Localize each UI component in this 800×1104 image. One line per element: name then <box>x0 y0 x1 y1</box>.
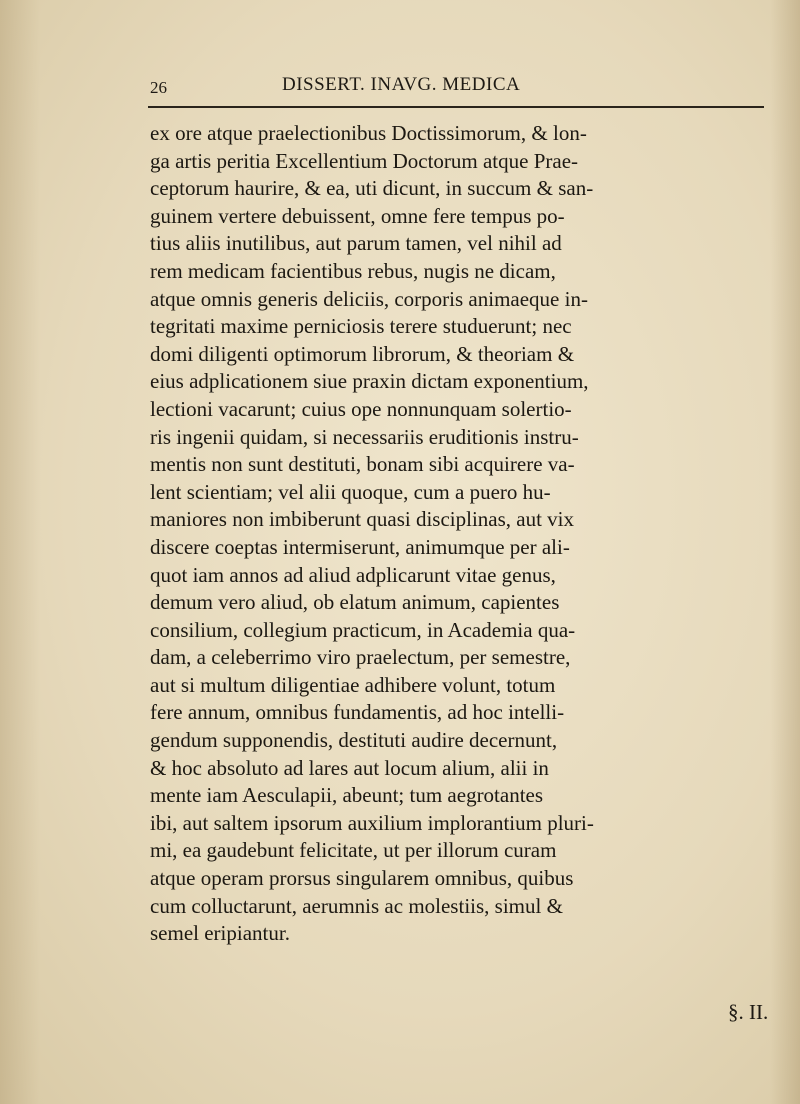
text-line: semel eripiantur. <box>150 921 290 946</box>
text-line: lent scientiam; vel alii quoque, cum a puero hu- <box>150 479 551 504</box>
text-line: guinem vertere debuissent, omne fere tempus po- <box>150 203 565 228</box>
text-line: eius adplicationem siue praxin dictam exponentium, <box>150 369 589 394</box>
text-line: tegritati maxime perniciosis terere studuerunt; nec <box>150 314 572 339</box>
page-number: 26 <box>150 78 167 97</box>
text-line: demum vero aliud, ob elatum animum, capientes <box>150 590 560 615</box>
text-line: tius aliis inutilibus, aut parum tamen, vel nihil ad <box>150 231 562 256</box>
text-line: mente iam Aesculapii, abeunt; tum aegrotantes <box>150 783 544 808</box>
text-line: rem medicam facientibus rebus, nugis ne dicam, <box>150 258 556 283</box>
text-line: & hoc absoluto ad lares aut locum alium, alii in <box>150 755 549 780</box>
text-line: consilium, collegium practicum, in Academia qua- <box>150 617 576 642</box>
text-line: domi diligenti optimorum librorum, & theoriam & <box>150 341 575 366</box>
text-line: atque omnis generis deliciis, corporis animaeque in- <box>150 286 588 311</box>
text-line: gendum supponendis, destituti audire decernunt, <box>150 728 558 753</box>
text-line: fere annum, omnibus fundamentis, ad hoc intelli- <box>150 700 565 725</box>
text-line: lectioni vacarunt; cuius ope nonnunquam solertio- <box>150 396 572 421</box>
text-line: ex ore atque praelectionibus Doctissimorum, & lon- <box>150 121 587 145</box>
text-line: ga artis peritia Excellentium Doctorum atque Prae- <box>150 148 579 173</box>
text-line: maniores non imbiberunt quasi disciplinas, aut vix <box>150 507 575 532</box>
text-line: quot iam annos ad aliud adplicarunt vitae genus, <box>150 562 556 587</box>
catchword: §. II. <box>728 1000 769 1024</box>
text-line: ris ingenii quidam, si necessariis eruditionis instru- <box>150 424 579 449</box>
text-line: atque operam prorsus singularem omnibus, quibus <box>150 866 574 891</box>
text-line: ceptorum haurire, & ea, uti dicunt, in succum & san- <box>150 176 594 201</box>
text-line: cum colluctarunt, aerumnis ac molestiis, simul & <box>150 893 563 918</box>
body-text <box>150 120 770 948</box>
header-rule <box>148 106 764 108</box>
text-line: ibi, aut saltem ipsorum auxilium implorantium pluri- <box>150 810 594 835</box>
text-line: aut si multum diligentiae adhibere volunt, totum <box>150 672 556 697</box>
text-line: discere coeptas intermiserunt, animumque per ali- <box>150 534 570 559</box>
text-line: mi, ea gaudebunt felicitate, ut per illorum curam <box>150 838 557 863</box>
page-header <box>150 72 760 102</box>
running-title: DISSERT. INAVG. MEDICA <box>282 74 521 95</box>
text-line: mentis non sunt destituti, bonam sibi acquirere va- <box>150 452 575 477</box>
text-line: dam, a celeberrimo viro praelectum, per semestre, <box>150 645 571 670</box>
